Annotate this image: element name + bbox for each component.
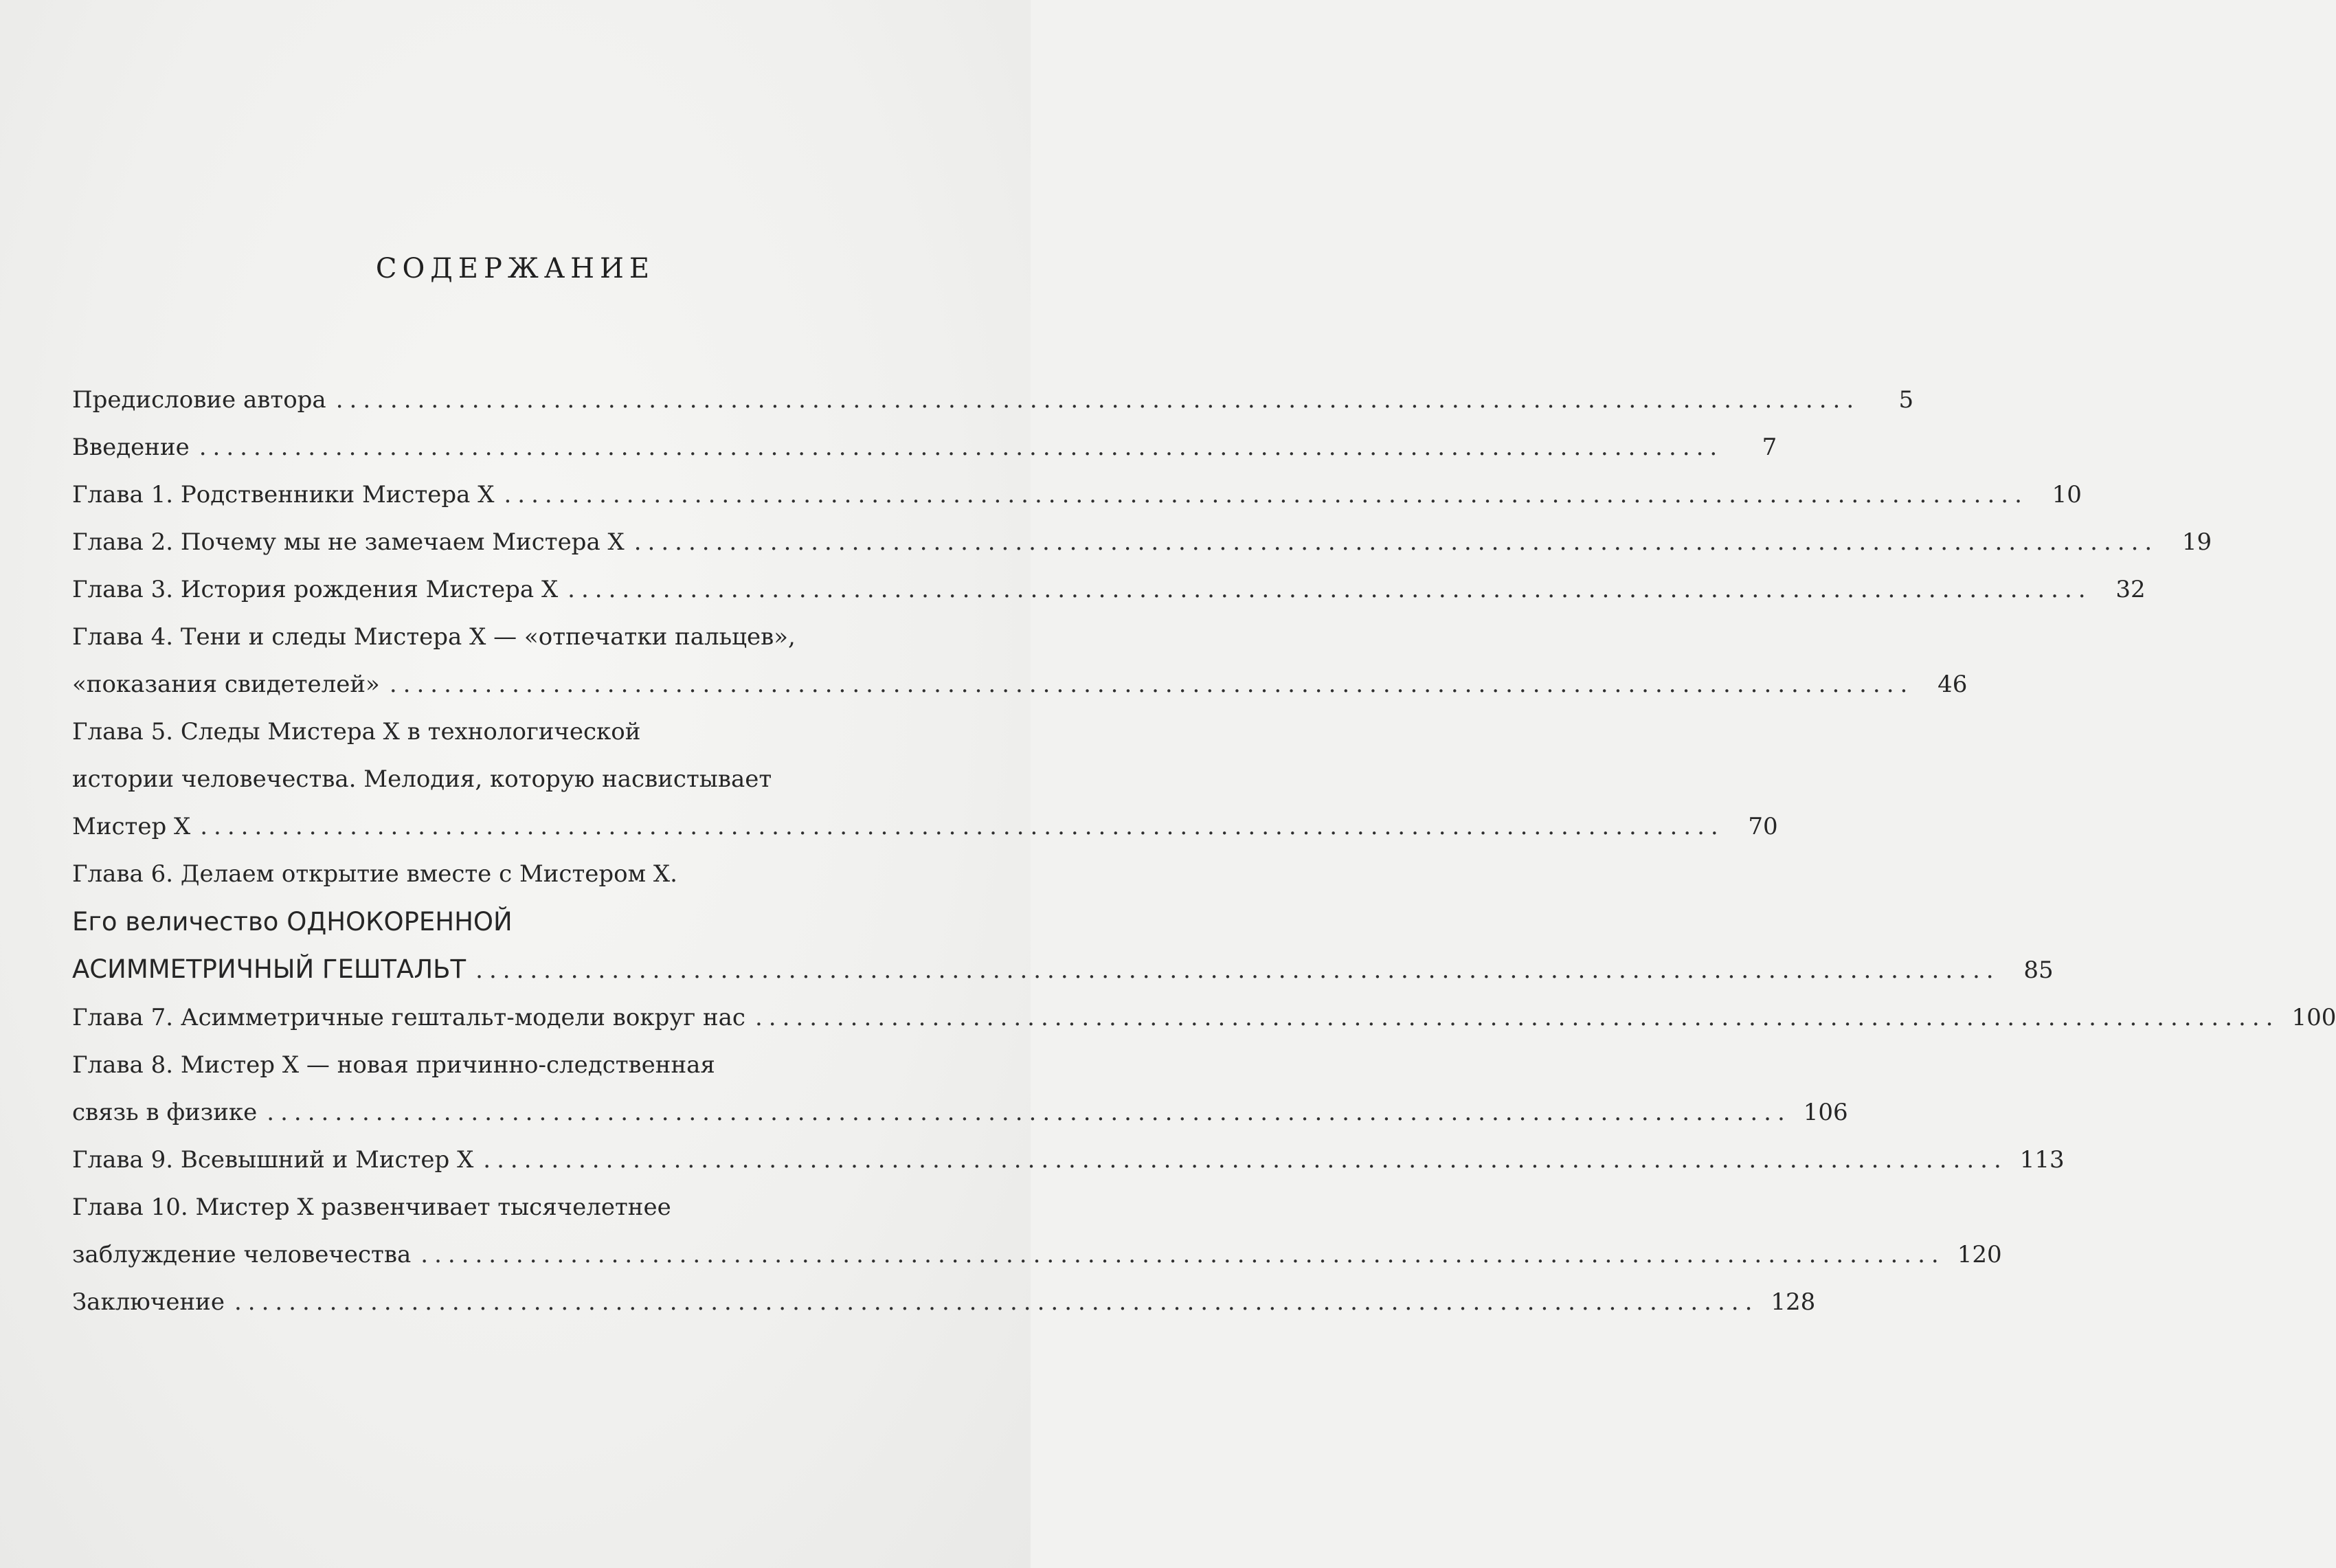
leader-dots: ................................................................................................................ xyxy=(483,1146,2008,1174)
toc-entry-title: Глава 3. История рождения Мистера Х xyxy=(72,576,559,603)
toc-entry-title: Введение xyxy=(72,434,190,461)
leader-dots: ................................................................................................................ xyxy=(754,1004,2280,1031)
table-of-contents xyxy=(72,377,2336,1326)
toc-entry-title: Предисловие автора xyxy=(72,386,326,414)
toc-page-number: 7 xyxy=(1762,434,1777,461)
toc-entry-title-line: Глава 6. Делаем открытие вместе с Мистером Х. xyxy=(72,860,677,888)
page-title: СОДЕРЖАНИЕ xyxy=(375,253,655,284)
toc-entry-title: Глава 7. Асимметричные гештальт-модели вокруг нас xyxy=(72,1004,745,1031)
leader-dots: ................................................................................................................ xyxy=(200,813,1725,840)
toc-entry-title: Глава 2. Почему мы не замечаем Мистера Х xyxy=(72,528,625,556)
toc-page-number: 5 xyxy=(1898,386,1914,414)
toc-page-number: 120 xyxy=(1957,1241,2002,1268)
toc-entry-title: заблуждение человечества xyxy=(72,1241,412,1268)
toc-entry-chapter-10 xyxy=(72,1184,2002,1279)
toc-entry-title: АСИММЕТРИЧНЫЙ ГЕШТАЛЬТ xyxy=(72,954,467,984)
toc-entry-chapter-2 xyxy=(72,519,2212,566)
leader-dots: ................................................................................................................ xyxy=(199,434,1724,461)
leader-dots: ................................................................................................................ xyxy=(234,1288,1759,1316)
toc-page-number: 70 xyxy=(1748,813,1778,840)
toc-entry-title: Заключение xyxy=(72,1288,225,1316)
toc-entry-chapter-7 xyxy=(72,994,2336,1042)
toc-page-number: 46 xyxy=(1938,671,1968,698)
toc-entry-title-line: Глава 10. Мистер Х развенчивает тысячелетнее xyxy=(72,1194,671,1221)
toc-entry-title-line: Его величество ОДНОКОРЕННОЙ xyxy=(72,907,513,937)
toc-entry-chapter-3 xyxy=(72,566,2146,614)
toc-entry-introduction xyxy=(72,424,1777,471)
toc-entry-conclusion xyxy=(72,1279,1816,1326)
toc-entry-title: связь в физике xyxy=(72,1099,258,1126)
leader-dots: ................................................................................................................ xyxy=(389,671,1914,698)
toc-entry-chapter-6 xyxy=(72,851,2054,994)
toc-page-number: 19 xyxy=(2181,528,2212,556)
toc-entry-chapter-5 xyxy=(72,708,1778,851)
toc-entry-chapter-1 xyxy=(72,471,2082,519)
toc-entry-title: «показания свидетелей» xyxy=(72,671,380,698)
toc-page-number: 113 xyxy=(2019,1146,2065,1174)
toc-page-number: 32 xyxy=(2115,576,2146,603)
leader-dots: ................................................................................................................ xyxy=(633,528,2159,556)
toc-entry-title-line: Глава 5. Следы Мистера Х в технологической xyxy=(72,718,641,746)
toc-entry-title-line: Глава 8. Мистер Х — новая причинно-следственная xyxy=(72,1051,715,1079)
toc-page-number: 10 xyxy=(2052,481,2082,508)
toc-entry-chapter-4 xyxy=(72,614,1968,708)
leader-dots: ................................................................................................................ xyxy=(504,481,2028,508)
toc-entry-title: Глава 9. Всевышний и Мистер Х xyxy=(72,1146,474,1174)
toc-entry-preface xyxy=(72,377,1914,424)
leader-dots: ................................................................................................................ xyxy=(335,386,1861,414)
toc-entry-title-line: Глава 4. Тени и следы Мистера Х — «отпечатки пальцев», xyxy=(72,623,796,651)
leader-dots: ................................................................................................................ xyxy=(475,956,2000,984)
toc-page-number: 128 xyxy=(1771,1288,1816,1316)
leader-dots: ................................................................................................................ xyxy=(568,576,2092,603)
toc-entry-title: Глава 1. Родственники Мистера Х xyxy=(72,481,495,508)
toc-page-number: 106 xyxy=(1803,1099,1848,1126)
toc-entry-title-line: истории человечества. Мелодия, которую насвистывает xyxy=(72,765,772,793)
toc-page-number: 100 xyxy=(2291,1004,2336,1031)
toc-entry-chapter-9 xyxy=(72,1136,2065,1184)
leader-dots: ................................................................................................................ xyxy=(420,1241,1945,1268)
toc-page-number: 85 xyxy=(2023,956,2054,984)
toc-entry-title: Мистер Х xyxy=(72,813,191,840)
leader-dots: ................................................................................................................ xyxy=(267,1099,1791,1126)
toc-entry-chapter-8 xyxy=(72,1042,1848,1136)
